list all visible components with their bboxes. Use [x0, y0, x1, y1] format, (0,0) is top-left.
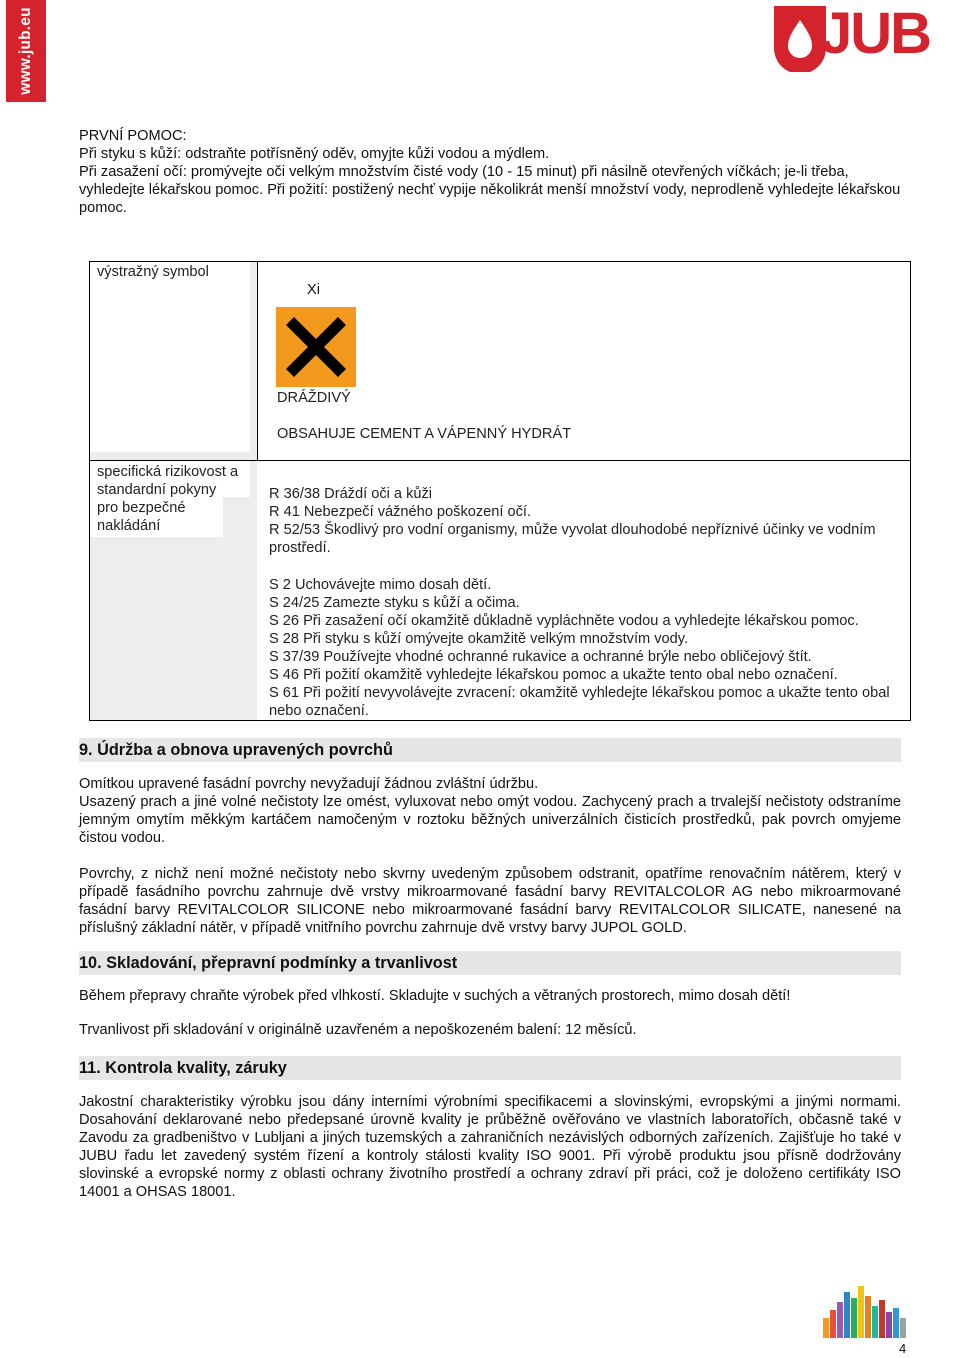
symbol-code: Xi: [307, 282, 320, 298]
first-aid-heading: PRVNÍ POMOC:: [79, 128, 187, 144]
r-phrase: R 41 Nebezpečí vážného poškození očí.: [269, 504, 532, 520]
contains-text: OBSAHUJE CEMENT A VÁPENNÝ HYDRÁT: [277, 426, 572, 442]
section-10-body: [79, 987, 901, 1039]
section-11-body: [79, 1093, 901, 1201]
risk-label: specifická rizikovost a standardní pokyny pro bezpečné nakládání: [97, 464, 239, 534]
symbol-label: výstražný symbol: [97, 264, 209, 280]
section-9-heading: 9. Údržba a obnova upravených povrchů: [79, 738, 901, 762]
first-aid-skin: Při styku s kůží: odstraňte potřísněný oděv, omyjte kůži vodou a mýdlem.: [79, 146, 550, 162]
section-11-heading: 11. Kontrola kvality, záruky: [79, 1056, 901, 1080]
section-11-p1: Jakostní charakteristiky výrobku jsou dány interními výrobními specifikacemi a slovinskými, evropskými a jinými normami. Dosahování deklarované nebo předepsané úrovně kvality je průběžně ověřováno ve vlastních laboratořích, občasně také v Zavodu za gradbeništvo v Lubljani a jiných tuzemských a zahraničních nezávislých odborných zařízeních. Zajišťuje ho také v JUBU řadu let zavedený systém řízení a kontroly stálosti kvality ISO 9001. Při výrobě produktu jsou přísně dodržovány slovinské a evropské normy z oblasti ochrany životního prostředí a ochrany zdraví při práci, což je doloženo certifikáty ISO 14001 a OHSAS 18001.: [79, 1094, 901, 1200]
first-aid-eyes: Při zasažení očí: promývejte oči velkým množstvím čisté vody (10 - 15 minut) při násilně otevřených víčkách; je-li třeba, vyhledejte lékařskou pomoc. Při požití: postižený nechť vypije několikrát menší množství vody, neprodleně vyhledejte lékařskou pomoc.: [79, 164, 901, 216]
table-divider-horizontal: [90, 460, 910, 461]
s-phrase: S 2 Uchovávejte mimo dosah dětí.: [269, 577, 492, 593]
irritant-x-icon: [276, 307, 356, 387]
page-number: 4: [899, 1341, 907, 1356]
s-phrase: S 37/39 Používejte vhodné ochranné rukavice a ochranné brýle nebo obličejový štít.: [269, 649, 812, 665]
r-phrases: [269, 485, 899, 557]
s-phrase: S 46 Při požití okamžitě vyhledejte lékařskou pomoc a ukažte tento obal nebo označení.: [269, 667, 838, 683]
section-10-p2: Trvanlivost při skladování v originálně uzavřeném a nepoškozeném balení: 12 měsíců.: [79, 1022, 637, 1038]
s-phrase: S 28 Při styku s kůží omývejte okamžitě velkým množstvím vody.: [269, 631, 689, 647]
jub-logo: [770, 0, 931, 72]
symbol-name: DRÁŽDIVÝ: [277, 390, 351, 406]
building-bars-icon: [815, 1278, 925, 1338]
r-phrase: R 36/38 Dráždí oči a kůži: [269, 486, 433, 502]
logo-wordmark: JUB: [820, 1, 931, 66]
s-phrase: S 61 Při požití nevyvolávejte zvracení: okamžitě vyhledejte lékařskou pomoc a ukažte tento obal nebo označení.: [269, 685, 890, 719]
table-divider-vertical: [257, 262, 258, 460]
first-aid-block: [79, 127, 901, 217]
website-tab: [6, 0, 46, 102]
section-10-heading: 10. Skladování, přepravní podmínky a trvanlivost: [79, 951, 901, 975]
section-9-body: [79, 775, 901, 937]
section-10-p1: Během přepravy chraňte výrobek před vlhkostí. Skladujte v suchých a větraných prostorech, mimo dosah dětí!: [79, 988, 791, 1004]
section-9-p2: Usazený prach a jiné volné nečistoty lze omést, vyluxovat nebo omýt vodou. Zachycený prach a trvalejší nečistoty odstraníme jemným omytím měkkým kartáčem namočeným v roztoku běžných univerzálních čisticích prostředků, pak povrch omyjeme čistou vodou.: [79, 794, 901, 846]
website-url: www.jub.eu: [17, 7, 35, 95]
section-9-p1: Omítkou upravené fasádní povrchy nevyžadují žádnou zvláštní údržbu.: [79, 776, 539, 792]
r-phrase: R 52/53 Škodlivý pro vodní organismy, může vyvolat dlouhodobé nepříznivé účinky ve vodním prostředí.: [269, 522, 876, 556]
s-phrase: S 24/25 Zamezte styku s kůží a očima.: [269, 595, 520, 611]
s-phrases: [269, 576, 901, 720]
s-phrase: S 26 Při zasažení očí okamžitě důkladně vypláchněte vodou a vyhledejte lékařskou pomoc.: [269, 613, 859, 629]
section-9-p3: Povrchy, z nichž není možné nečistoty nebo skvrny uvedeným způsobem odstranit, opatříme renovačním nátěrem, který v případě fasádního povrchu zahrnuje dvě vrstvy mikroarmované fasádní barvy REVITALCOLOR AG nebo mikroarmované fasádní barvy REVITALCOLOR SILICONE nebo mikroarmované fasádní barvy REVITALCOLOR SILICATE, nanesené na příslušný základní nátěr, v případě vnitřního povrchu zahrnuje dvě vrstvy barvy JUPOL GOLD.: [79, 866, 901, 936]
